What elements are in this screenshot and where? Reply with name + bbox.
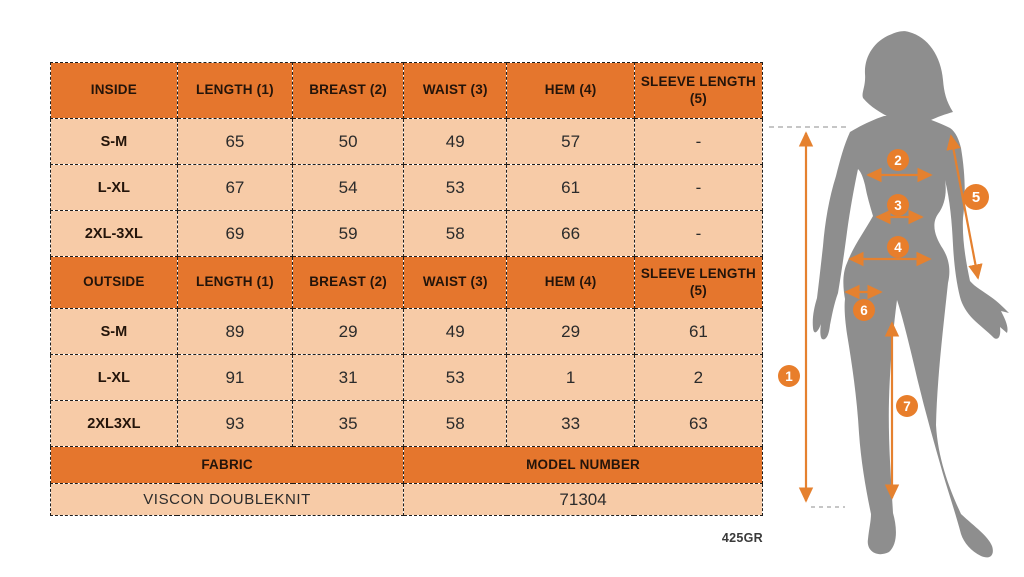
value-cell: 50	[293, 119, 404, 165]
value-cell: 69	[177, 211, 292, 257]
size-label-cell: L-XL	[51, 355, 178, 401]
value-cell: 59	[293, 211, 404, 257]
size-label-cell: S-M	[51, 119, 178, 165]
value-cell: 1	[507, 355, 634, 401]
value-cell: 49	[404, 119, 507, 165]
measurement-marker-2: 2	[887, 149, 909, 171]
value-cell: 2	[634, 355, 762, 401]
value-cell: -	[634, 211, 762, 257]
value-cell: 66	[507, 211, 634, 257]
value-cell: -	[634, 165, 762, 211]
value-cell: 54	[293, 165, 404, 211]
value-cell: 29	[293, 309, 404, 355]
header-cell-model-number: MODEL NUMBER	[404, 447, 763, 484]
measurement-marker-6: 6	[853, 299, 875, 321]
value-cell: 61	[634, 309, 762, 355]
header-cell-hem: HEM (4)	[507, 63, 634, 119]
header-cell-length: LENGTH (1)	[177, 257, 292, 309]
value-cell: 93	[177, 401, 292, 447]
silhouette-head	[863, 31, 953, 126]
silhouette-body	[813, 116, 1009, 557]
size-label-cell: 2XL-3XL	[51, 211, 178, 257]
value-cell: 31	[293, 355, 404, 401]
value-cell: 29	[507, 309, 634, 355]
measurement-marker-7: 7	[896, 395, 918, 417]
model-number-cell: 71304	[404, 484, 763, 516]
value-cell: 57	[507, 119, 634, 165]
header-cell-sleeve-length: SLEEVE LENGTH (5)	[634, 63, 762, 119]
value-cell: 58	[404, 211, 507, 257]
value-cell: 53	[404, 165, 507, 211]
fabric-value-cell: VISCON DOUBLEKNIT	[51, 484, 404, 516]
size-label-cell: 2XL3XL	[51, 401, 178, 447]
header-cell-outside: OUTSIDE	[51, 257, 178, 309]
header-cell-breast: BREAST (2)	[293, 63, 404, 119]
header-cell-waist: WAIST (3)	[404, 63, 507, 119]
value-cell: 91	[177, 355, 292, 401]
value-cell: 63	[634, 401, 762, 447]
header-cell-sleeve-length: SLEEVE LENGTH (5)	[634, 257, 762, 309]
header-cell-length: LENGTH (1)	[177, 63, 292, 119]
measurement-marker-5: 5	[963, 184, 989, 210]
header-cell-waist: WAIST (3)	[404, 257, 507, 309]
value-cell: 61	[507, 165, 634, 211]
header-cell-fabric: FABRIC	[51, 447, 404, 484]
header-cell-hem: HEM (4)	[507, 257, 634, 309]
value-cell: 49	[404, 309, 507, 355]
measurement-marker-1: 1	[778, 365, 800, 387]
header-cell-breast: BREAST (2)	[293, 257, 404, 309]
value-cell: -	[634, 119, 762, 165]
measurement-marker-4: 4	[887, 236, 909, 258]
value-cell: 35	[293, 401, 404, 447]
value-cell: 53	[404, 355, 507, 401]
size-label-cell: S-M	[51, 309, 178, 355]
measurement-marker-3: 3	[887, 194, 909, 216]
value-cell: 89	[177, 309, 292, 355]
value-cell: 65	[177, 119, 292, 165]
value-cell: 33	[507, 401, 634, 447]
header-cell-inside: INSIDE	[51, 63, 178, 119]
value-cell: 67	[177, 165, 292, 211]
size-label-cell: L-XL	[51, 165, 178, 211]
value-cell: 58	[404, 401, 507, 447]
weight-note: 425GR	[721, 531, 763, 545]
